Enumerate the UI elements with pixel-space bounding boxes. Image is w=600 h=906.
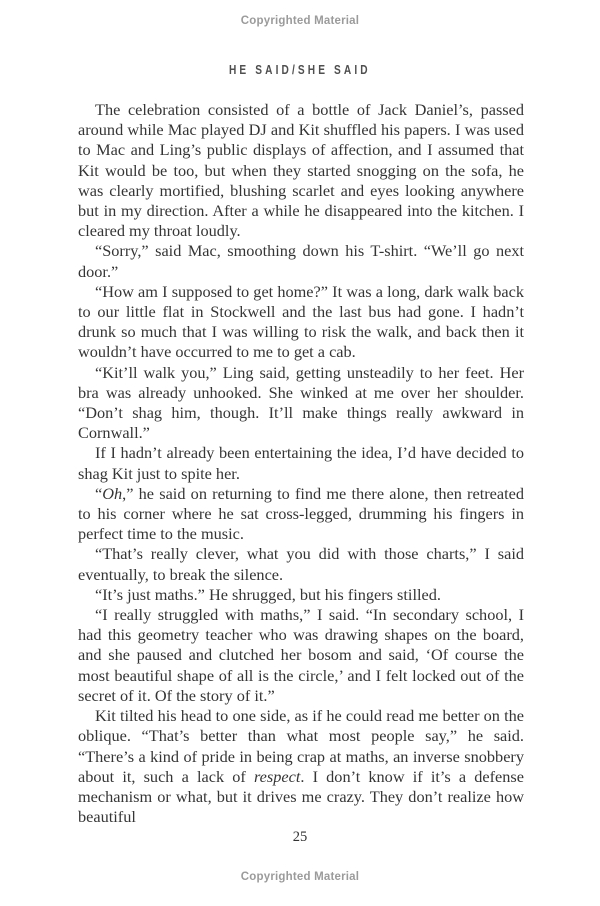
paragraph [78, 241, 524, 281]
text-segment: . I don’t know if it’s a defense mechanism or what, but it drives me crazy. They don’t realize how beautiful [78, 766, 524, 827]
text-segment: “That’s really clever, what you did with those charts,” I said eventually, to break the silence. [78, 544, 524, 584]
paragraph [78, 443, 524, 483]
text-segment: The celebration consisted of a bottle of Jack Daniel’s, passed around while Mac played DJ and Kit shuffled his papers. I was used to Mac and Ling’s public displays of affection, and I assumed that Kit would be too, but when they started snogging on the sofa, he was clearly mortified, blushing scarlet and eyes looking anywhere but in my direction. After a while he disappeared into the kitchen. I cleared my throat loudly. [78, 100, 524, 241]
copyright-notice-bottom: Copyrighted Material [240, 871, 360, 883]
paragraph [78, 363, 524, 444]
copyright-notice-top: Copyrighted Material [240, 15, 360, 27]
running-head-title: HE SAID/SHE SAID [229, 62, 371, 77]
text-segment: “It’s just maths.” He shrugged, but his fingers stilled. [95, 584, 441, 604]
text-segment: “ [95, 483, 103, 503]
text-segment: “Kit’ll walk you,” Ling said, getting unsteadily to her feet. Her bra was already unhooked. She winked at me over her shoulder. “Don’t shag him, though. It’ll make things really awkward in Cornwall.” [78, 362, 524, 443]
page-number: 25 [292, 829, 308, 845]
text-segment: “How am I supposed to get home?” It was a long, dark walk back to our little flat in Stockwell and the last bus had gone. I hadn’t drunk so much that I was willing to risk the walk, and back then it wouldn’t have occurred to me to get a cab. [78, 281, 524, 362]
text-segment: “I really struggled with maths,” I said. “In secondary school, I had this geometry teacher who was drawing shapes on the board, and she paused and clutched her bosom and said, ‘Of course the most beautiful shape of all is the circle,’ and I felt locked out of the secret of it. Of the story of it.” [78, 605, 524, 705]
paragraph [78, 706, 524, 827]
italic-text: Oh [102, 483, 123, 503]
body-text [78, 100, 524, 827]
paragraph [78, 100, 524, 241]
paragraph [78, 585, 524, 605]
paragraph [78, 484, 524, 545]
paragraph [78, 605, 524, 706]
running-head [0, 61, 600, 79]
italic-text: respect [253, 766, 301, 786]
paragraph [78, 282, 524, 363]
paragraph [78, 544, 524, 584]
text-segment: “Sorry,” said Mac, smoothing down his T-shirt. “We’ll go next door.” [78, 241, 524, 281]
text-segment: ,” he said on returning to find me there alone, then retreated to his corner where he sat cross-legged, drumming his fingers in perfect time to the music. [78, 483, 524, 544]
text-segment: Kit tilted his head to one side, as if he could read me better on the oblique. “That’s better than what most people say,” he said. “There’s a kind of pride in being crap at maths, an inverse snobbery about it, such a lack of [78, 706, 524, 786]
text-segment: If I hadn’t already been entertaining the idea, I’d have decided to shag Kit just to spite her. [78, 443, 524, 483]
